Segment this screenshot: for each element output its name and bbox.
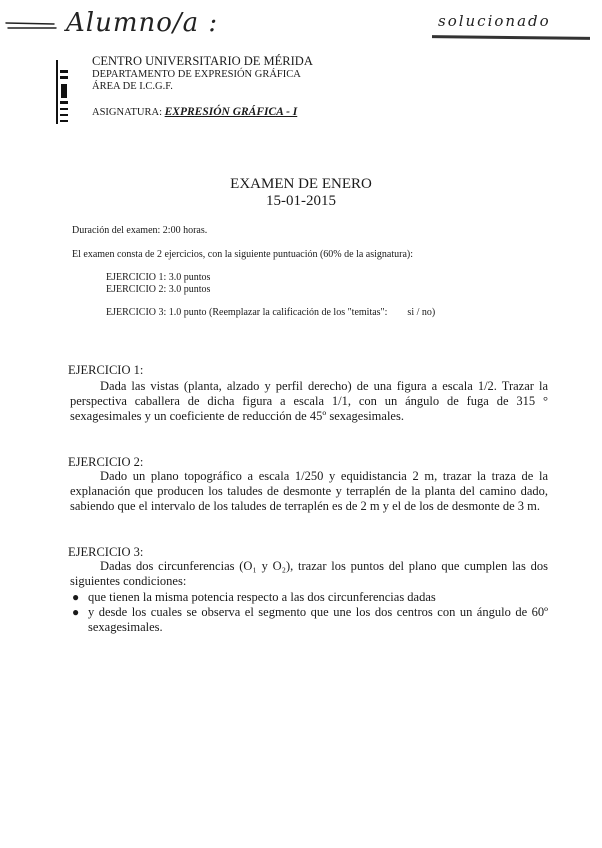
list-item — [72, 605, 548, 635]
exercise-3-conditions — [72, 590, 548, 635]
score-3-options: si / no) — [407, 307, 436, 318]
exercise-2-body — [70, 469, 548, 514]
exercise-1-body — [70, 379, 548, 424]
exercise-2-title: EJERCICIO 2: — [68, 455, 144, 469]
solved-note: solucionado — [438, 12, 551, 30]
department-name: DEPARTAMENTO DE EXPRESIÓN GRÁFICA — [92, 69, 301, 80]
exercise-3-body — [70, 559, 548, 589]
exercise-3-title: EJERCICIO 3: — [68, 545, 144, 559]
score-3-text: EJERCICIO 3: 1.0 punto (Reemplazar la calificación de los "temitas": — [106, 307, 388, 318]
score-list — [106, 272, 210, 296]
subject-label: ASIGNATURA: — [92, 107, 163, 118]
exercise-1-title: EJERCICIO 1: — [68, 363, 144, 377]
area-name: ÁREA DE I.C.G.F. — [92, 81, 173, 92]
bullet-icon: ● — [72, 590, 80, 604]
center-name: CENTRO UNIVERSITARIO DE MÉRIDA — [92, 54, 313, 68]
subject-name: EXPRESIÓN GRÁFICA - I — [164, 106, 298, 118]
exercise-3-text: Dadas dos circunferencias (O₁ y O₂), trazar los puntos del plano que cumplen las dos siguientes condiciones: — [70, 559, 548, 588]
condition-text: que tienen la misma potencia respecto a las dos circunferencias dadas — [88, 590, 436, 604]
score-item: EJERCICIO 1: 3.0 puntos — [106, 272, 211, 283]
condition-text: y desde los cuales se observa el segmento que une los dos centros con un ángulo de 60º sexagesimales. — [88, 605, 548, 634]
subject-line — [92, 106, 297, 118]
exercise-2-text: Dado un plano topográfico a escala 1/250 y equidistancia 2 m, trazar la traza de la explanación que producen los taludes de desmonte y terraplén de la planta del camino dado, sabiendo que el intervalo de los taludes de terraplén es de 2 m y el de los de desmonte de 3 m. — [70, 469, 548, 513]
student-name-label: Alumno/a : — [66, 8, 219, 38]
exam-title: EXAMEN DE ENERO — [230, 176, 372, 192]
bullet-icon: ● — [72, 605, 80, 619]
exam-structure: El examen consta de 2 ejercicios, con la siguiente puntuación (60% de la asignatura): — [72, 249, 413, 260]
score-item-3 — [106, 307, 435, 318]
exercise-1-text: Dada las vistas (planta, alzado y perfil derecho) de una figura a escala 1/2. Trazar la perspectiva caballera de dicha figura a escala 1/1, con un ángulo de fuga de 315 ° sexagesimales y un coeficiente de reducción de 45º sexagesimales. — [70, 379, 548, 423]
score-item: EJERCICIO 2: 3.0 puntos — [106, 284, 211, 295]
solved-note-underline — [432, 35, 590, 40]
list-item — [72, 590, 548, 605]
exam-duration: Duración del examen: 2:00 horas. — [72, 225, 208, 236]
institution-header — [92, 54, 313, 93]
university-logo — [55, 58, 71, 126]
handwritten-dash — [4, 20, 58, 30]
exam-date: 15-01-2015 — [266, 193, 336, 209]
